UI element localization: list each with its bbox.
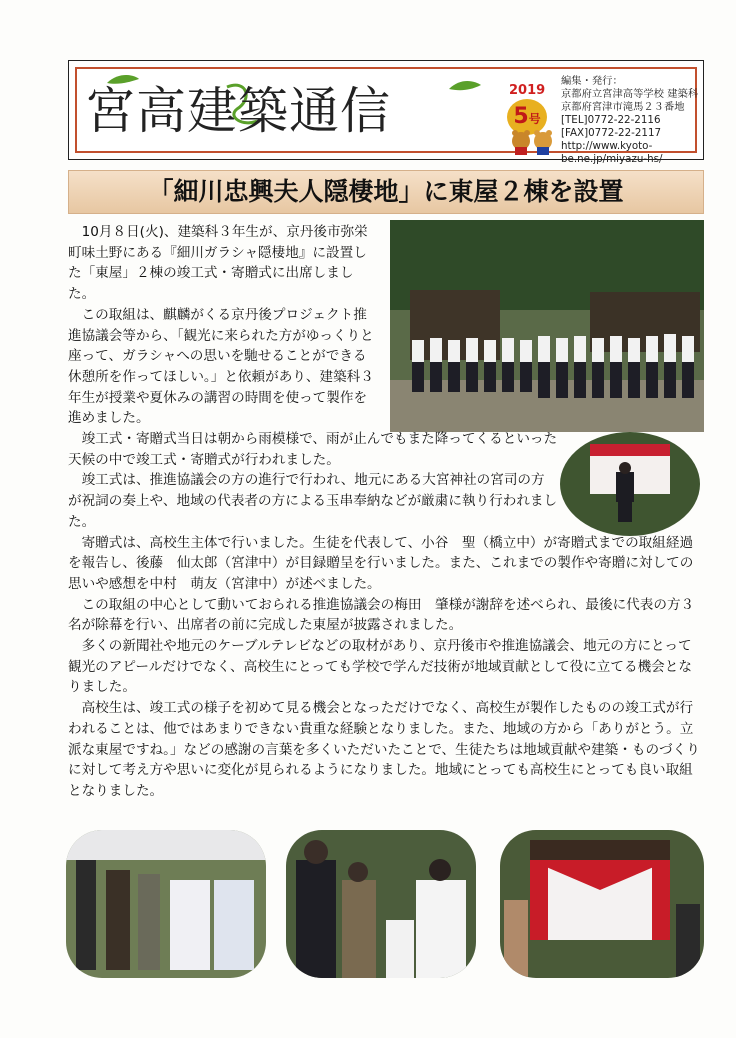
paragraph: この取組の中心として動いておられる推進協議会の梅田 肇様が謝辞を述べられ、最後に代表の方３名が除幕を行い、出席者の前に完成した東屋が披露されました。 [68, 596, 695, 634]
presentation-photo [286, 830, 476, 978]
paragraph: 多くの新聞社や地元のケーブルテレビなどの取材があり、京丹後市や推進協議会、地元の方にとって観光のアピールだけでなく、高校生にとっても学校で学んだ技術が地域貢献として役に立てる機会となりました。 [68, 638, 692, 696]
paragraph: 寄贈式は、高校生主体で行いました。生徒を代表して、小谷 聖（橋立中）が寄贈式までの取組経過を報告し、後藤 仙太郎（宮津中）が目録贈呈を行いました。また、これまでの製作や寄贈に対しての思いや感想を中村 萌友（宮津中）が述べました。 [68, 534, 694, 592]
article-body [68, 222, 704, 802]
publisher-line: be.ne.jp/miyazu-hs/ [561, 153, 663, 165]
paragraph: この取組は、麒麟がくる京丹後プロジェクト推進協議会等から、「観光に来られた方がゆっくりと座って、ガラシャへの思いを馳せることができる休憩所を作ってほしい。」と依頼があり、建築科３年生が授業や夏休みの講習の時間を使って製作を進めました。 [68, 306, 374, 427]
mascot-icon [509, 129, 559, 155]
issue-suffix: 号 [528, 112, 541, 126]
ceremony-photo [66, 830, 266, 978]
paragraph: 10月８日(火)、建築科３年生が、京丹後市弥栄町味土野にある『細川ガラシャ隠棲地』に設置した「東屋」２棟の竣工式・寄贈式に出席しました。 [68, 224, 368, 303]
publisher-line: 京都府宮津市滝馬２３番地 [561, 101, 685, 113]
publisher-line: [TEL]0772-22-2116 [561, 114, 661, 126]
paragraph: 竣工式は、推進協議会の方の進行で行われ、地元にある大宮神社の宮司の方が祝詞の奏上や、地域の代表者の方による玉串奉納などが厳粛に執り行われました。 [68, 472, 558, 530]
masthead-title: 宮高建築通信 [85, 82, 391, 140]
publisher-line: [FAX]0772-22-2117 [561, 127, 662, 139]
publisher-info [561, 75, 711, 166]
headline-band [68, 170, 704, 214]
unveiling-photo [500, 830, 704, 978]
issue-number: 5 [513, 104, 529, 129]
masthead-frame [75, 67, 699, 165]
issue-year: 2019 [509, 83, 546, 98]
paragraph: 高校生は、竣工式の様子を初めて見る機会となっただけでなく、高校生が製作したものの竣工式が行われることは、他ではあまりできない貴重な経験となりました。また、地域の方から「ありがとう。立派な東屋ですね。」などの感謝の言葉を多くいただいたことで、生徒たちは地域貢献や建築・ものづくりに対して考え方や思いに変化が見られるようになりました。地域にとっても高校生にとっても良い取組となりました。 [68, 700, 700, 799]
publisher-line: 編集・発行： [561, 75, 623, 87]
publisher-line: 京都府立宮津高等学校 建築科 [561, 88, 699, 100]
article-headline: 「細川忠興夫人隠棲地」に東屋２棟を設置 [148, 177, 624, 206]
publisher-line: http://www.kyoto- [561, 140, 653, 152]
paragraph: 竣工式・寄贈式当日は朝から雨模様で、雨が止んでもまた降ってくるといった天候の中で竣工式・寄贈式が行われました。 [68, 431, 558, 468]
masthead-box [68, 60, 704, 165]
